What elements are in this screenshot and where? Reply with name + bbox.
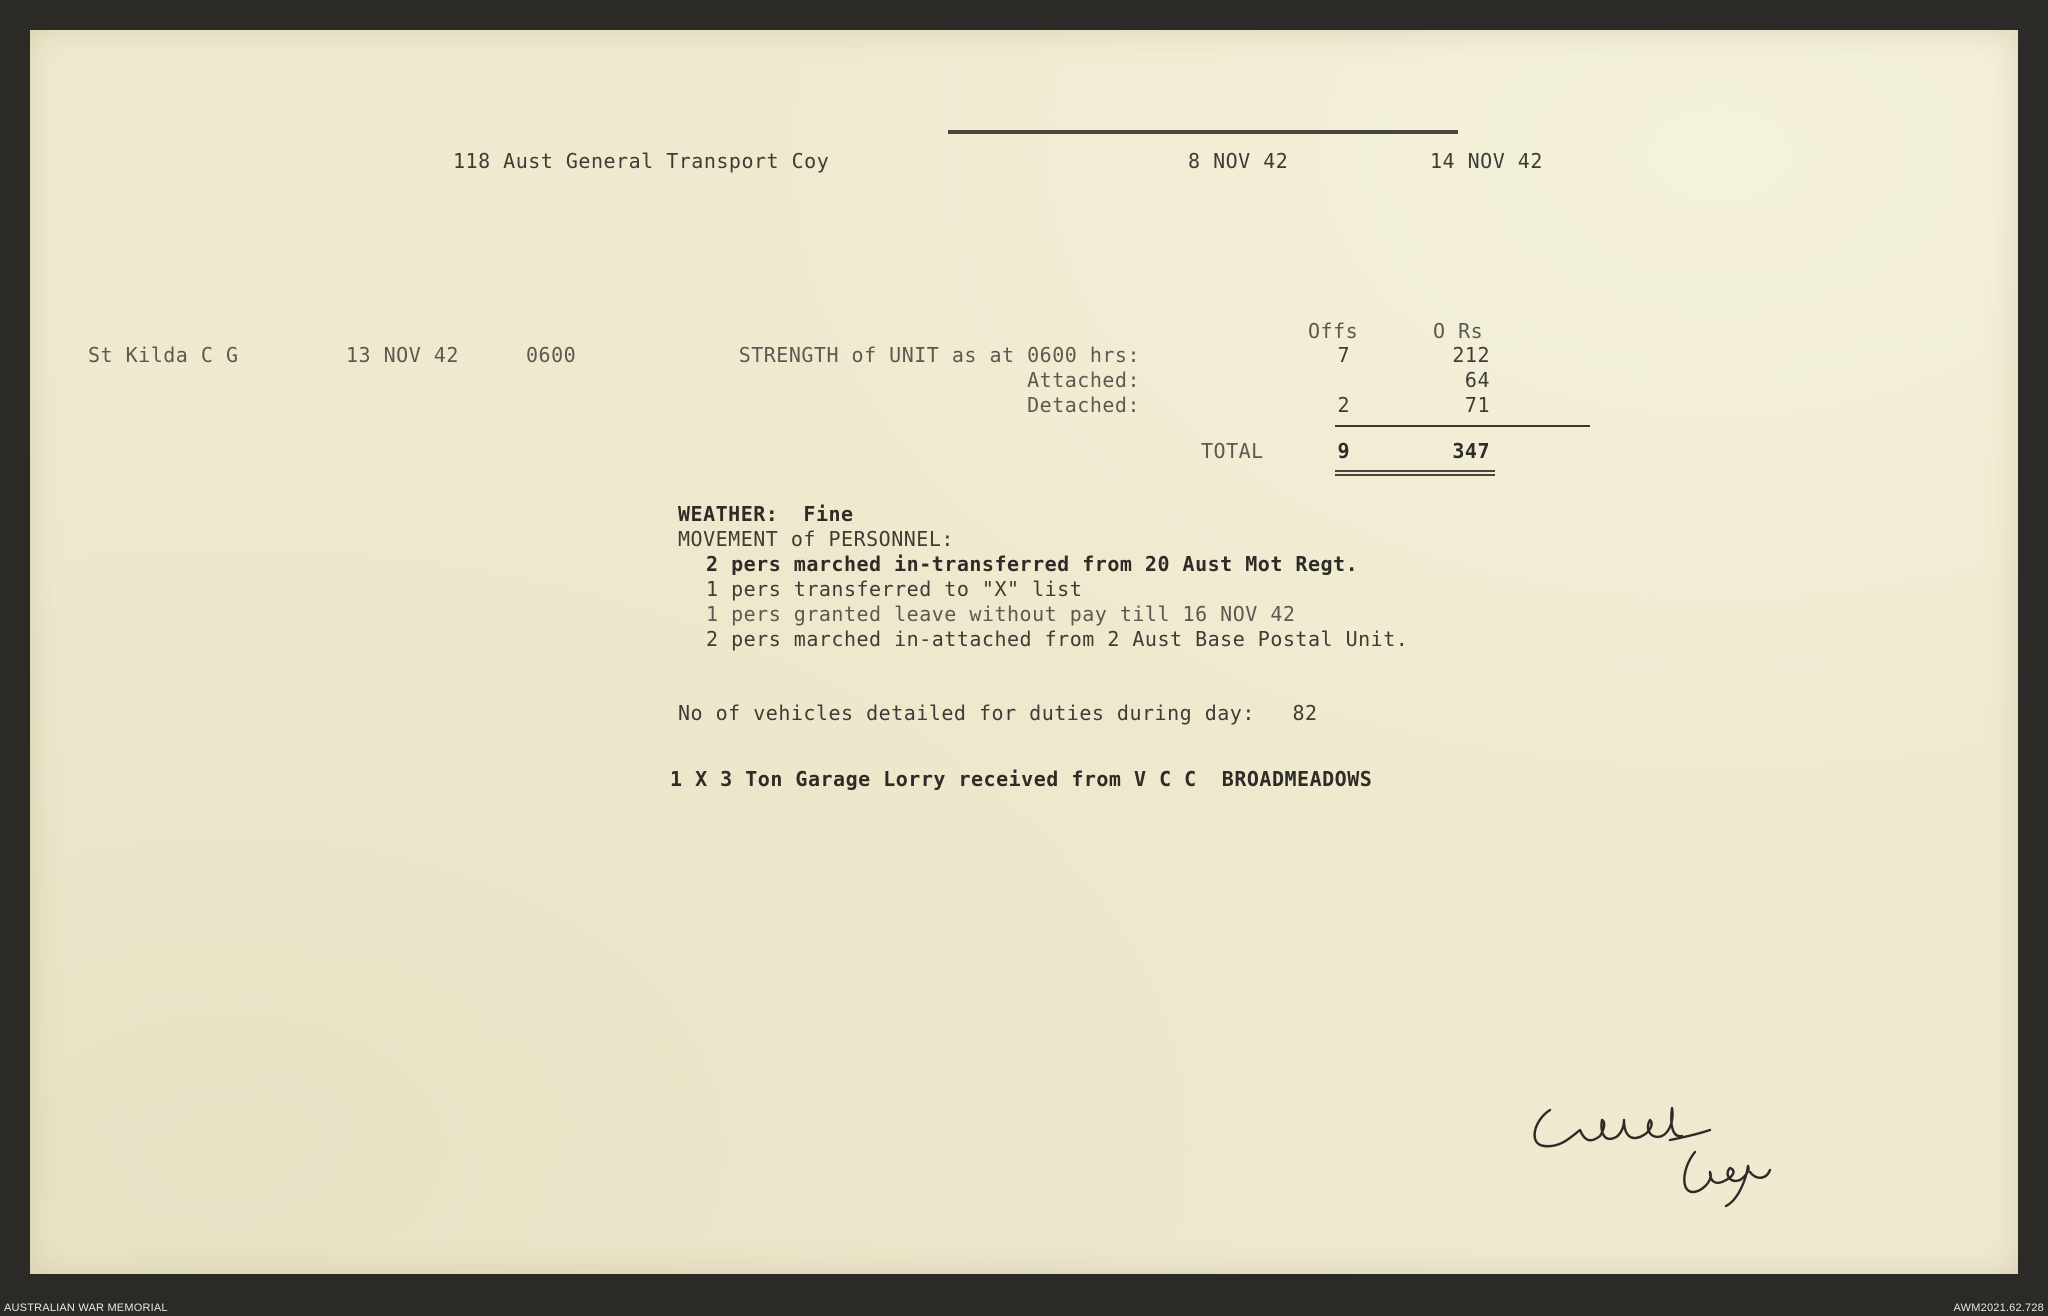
strength-offs: 7 (1337, 343, 1350, 367)
movement-item: 1 pers granted leave without pay till 16 NOV 42 (706, 602, 1296, 626)
movement-item: 2 pers marched in-transferred from 20 Aust Mot Regt. (706, 552, 1359, 576)
lorry-line: 1 X 3 Ton Garage Lorry received from V C C BROADMEADOWS (670, 767, 1373, 791)
movement-item: 2 pers marched in-attached from 2 Aust Base Postal Unit. (706, 627, 1409, 651)
total-double-rule (1335, 470, 1495, 476)
document-page (30, 30, 2018, 1274)
total-ors: 347 (1452, 439, 1490, 463)
date-to: 14 NOV 42 (1430, 149, 1543, 173)
detached-offs: 2 (1337, 393, 1350, 417)
top-rule (948, 130, 1458, 134)
date-from: 8 NOV 42 (1188, 149, 1289, 173)
movement-heading: MOVEMENT of PERSONNEL: (678, 527, 954, 551)
strength-ors: 212 (1452, 343, 1490, 367)
vehicles-line: No of vehicles detailed for duties during day: 82 (678, 701, 1318, 725)
entry-time: 0600 (526, 343, 577, 367)
movement-item: 1 pers transferred to "X" list (706, 577, 1083, 601)
footer-right: AWM2021.62.728 (1953, 1302, 2044, 1314)
entry-date: 13 NOV 42 (346, 343, 459, 367)
total-label: TOTAL (1201, 439, 1264, 463)
signature (1520, 1100, 1820, 1220)
total-offs: 9 (1337, 439, 1350, 463)
subtotal-rule (1335, 425, 1590, 427)
entry-place: St Kilda C G (88, 343, 239, 367)
attached-label: Attached: (1027, 368, 1140, 392)
attached-ors: 64 (1464, 368, 1490, 392)
unit-name: 118 Aust General Transport Coy (453, 149, 830, 173)
strength-label: STRENGTH of UNIT as at 0600 hrs: (738, 343, 1140, 367)
detached-ors: 71 (1464, 393, 1490, 417)
col-ors-header: O Rs (1433, 319, 1484, 343)
footer-left: AUSTRALIAN WAR MEMORIAL (4, 1302, 168, 1314)
weather-line: WEATHER: Fine (678, 502, 854, 526)
col-offs-header: Offs (1308, 319, 1359, 343)
detached-label: Detached: (1027, 393, 1140, 417)
